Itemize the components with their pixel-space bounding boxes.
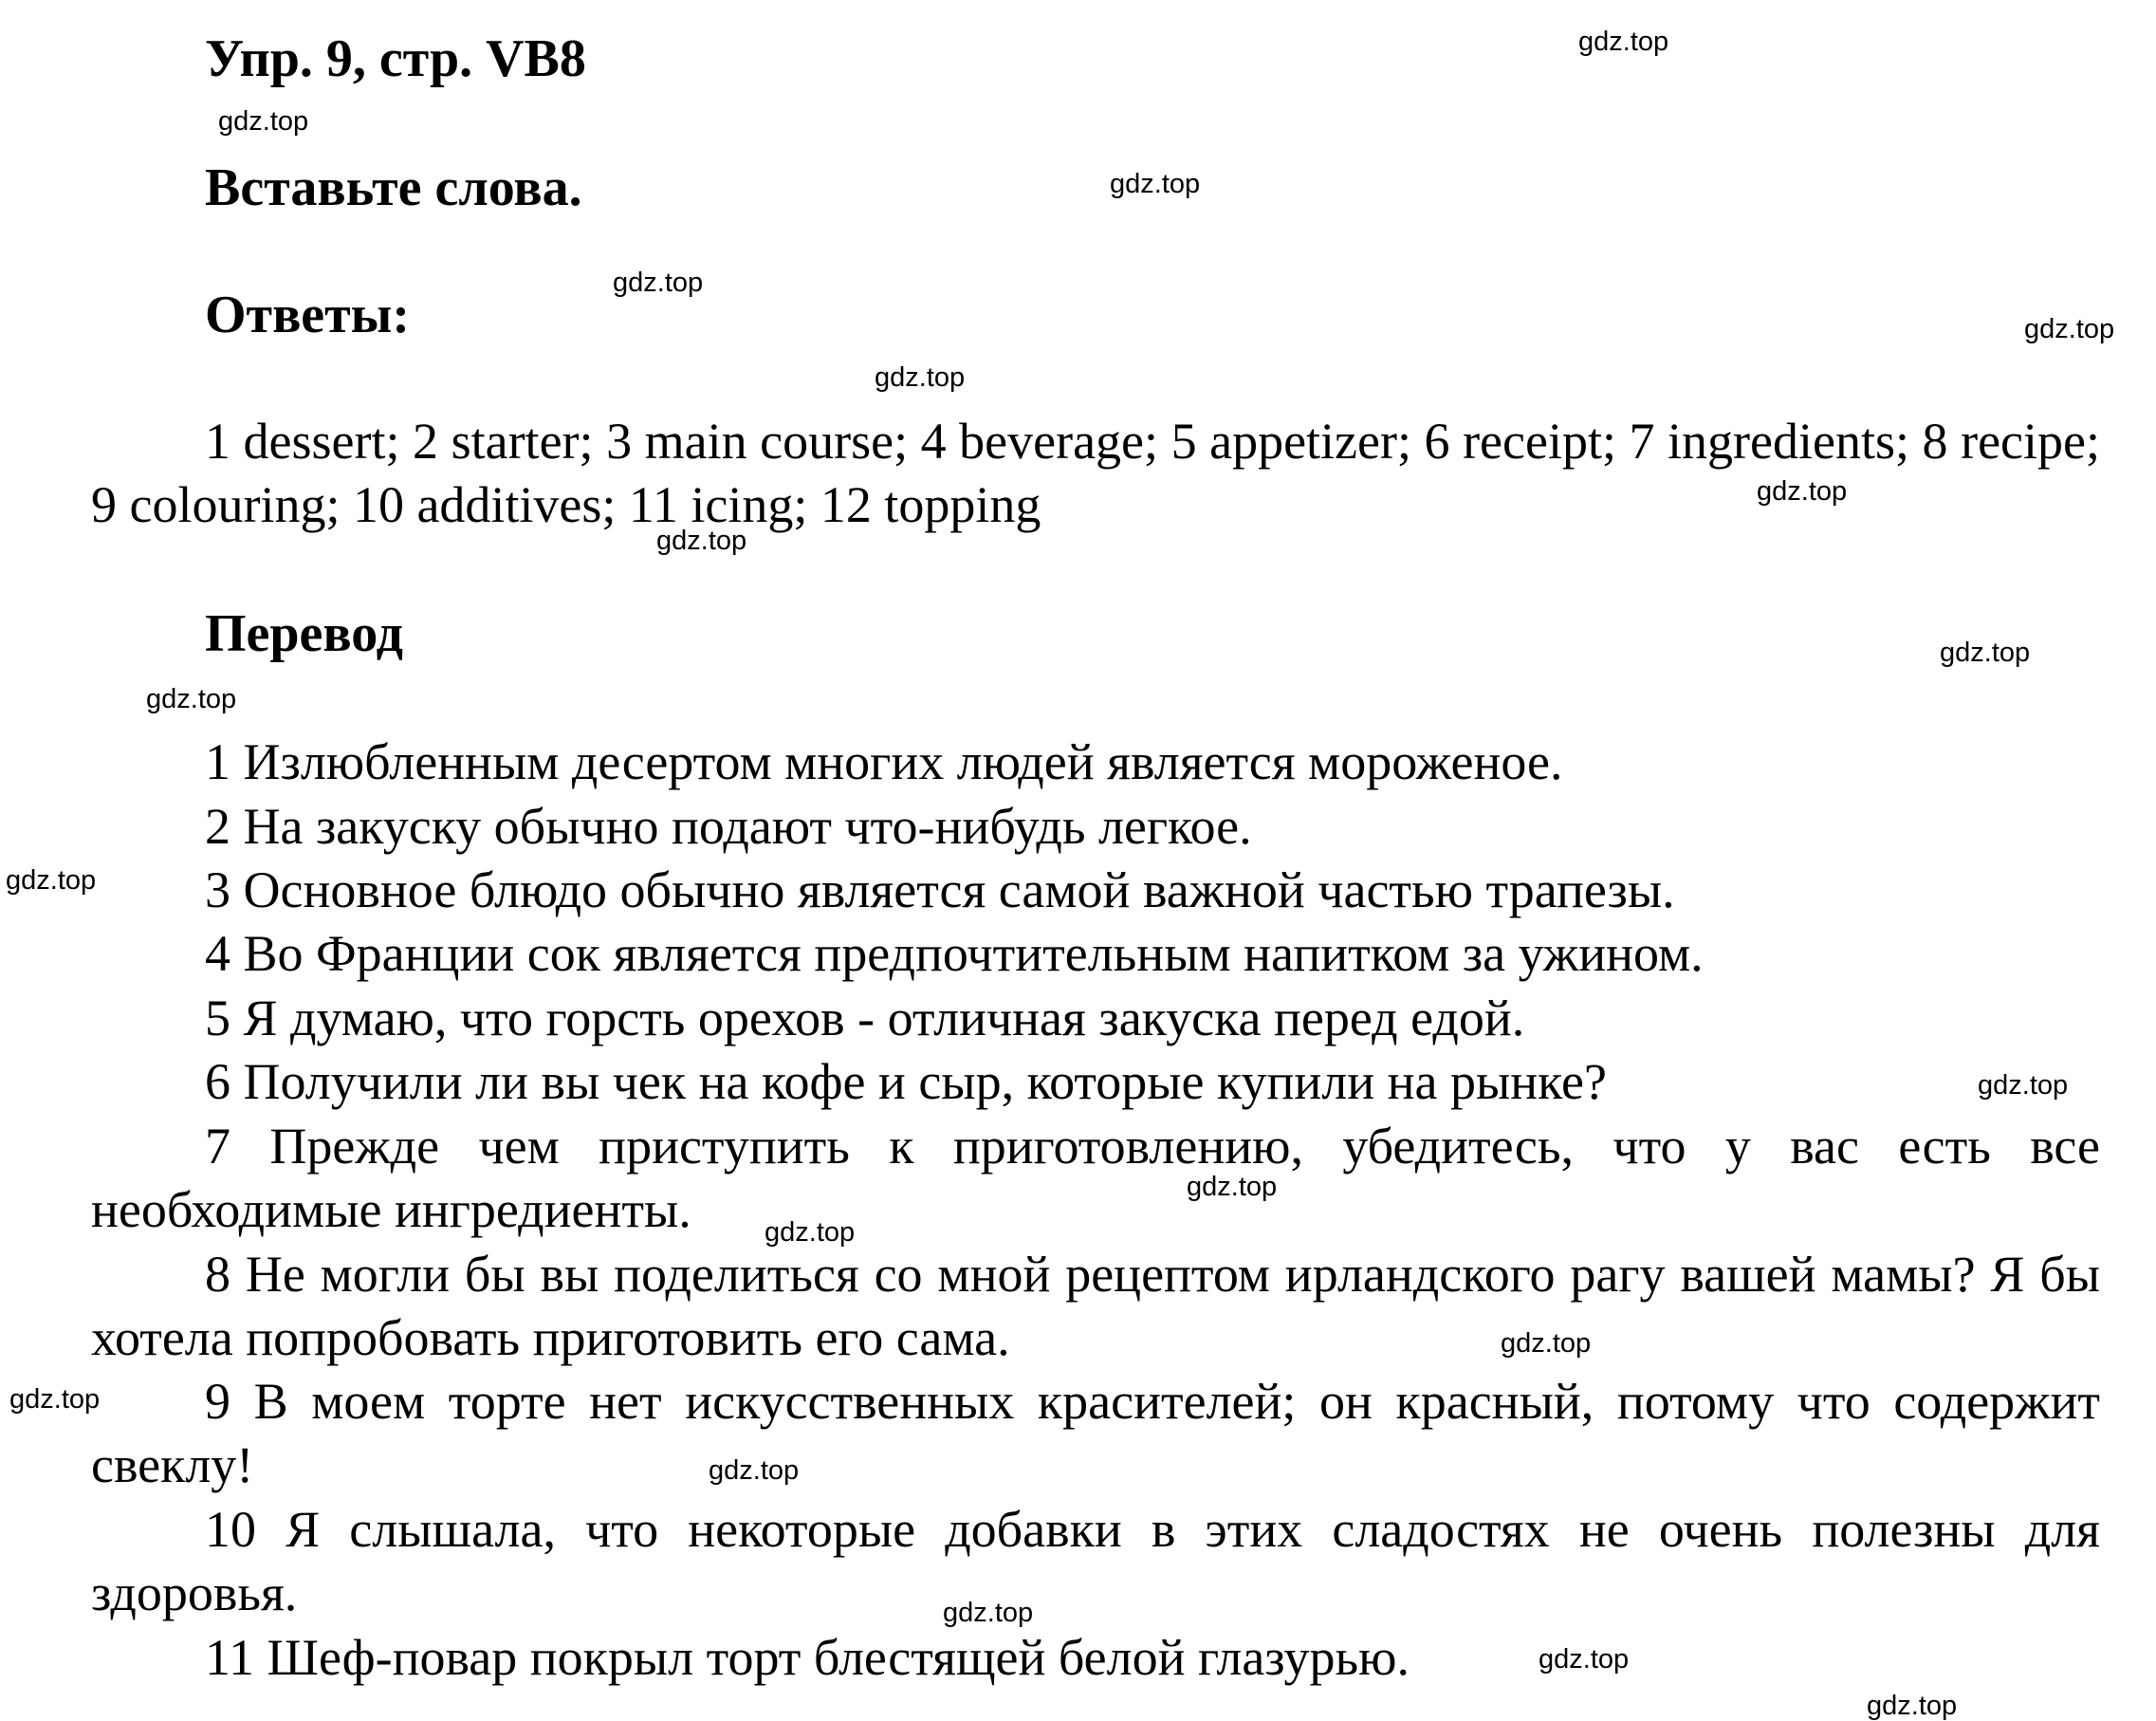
translation-item-11: 11 Шеф-повар покрыл торт блестящей белой глазурью.: [205, 1629, 1410, 1686]
translation-item-6: 6 Получили ли вы чек на кофе и сыр, которые купили на рынке?: [205, 1053, 1607, 1110]
watermark: gdz.top: [875, 362, 966, 393]
watermark: gdz.top: [1187, 1172, 1278, 1202]
answers-heading: Ответы:: [205, 286, 411, 344]
watermark: gdz.top: [765, 1217, 856, 1248]
translation-item-5: 5 Я думаю, что горсть орехов - отличная закуска перед едой.: [205, 990, 1525, 1046]
watermark: gdz.top: [146, 684, 237, 714]
translation-heading: Перевод: [205, 604, 403, 663]
watermark: gdz.top: [2024, 314, 2115, 344]
translation-item-8: 8 Не могли бы вы поделиться со мной рецептом ирландского рагу вашей мамы? Я бы хотела попробовать приготовить его сама.: [91, 1246, 2100, 1366]
watermark: gdz.top: [1501, 1328, 1592, 1359]
watermark: gdz.top: [1757, 476, 1848, 507]
watermark: gdz.top: [218, 106, 309, 137]
watermark: gdz.top: [1940, 638, 2031, 668]
watermark: gdz.top: [709, 1455, 800, 1486]
watermark: gdz.top: [1978, 1070, 2069, 1101]
watermark: gdz.top: [1110, 169, 1201, 199]
translation-item-4: 4 Во Франции сок является предпочтительным напитком за ужином.: [205, 925, 1704, 982]
translation-item-10: 10 Я слышала, что некоторые добавки в этих сладостях не очень полезны для здоровья.: [91, 1501, 2100, 1621]
translation-item-1: 1 Излюбленным десертом многих людей является мороженое.: [205, 733, 1563, 790]
watermark: gdz.top: [6, 865, 97, 896]
watermark: gdz.top: [656, 526, 747, 556]
watermark: gdz.top: [1867, 1691, 1958, 1721]
translation-item-9: 9 В моем торте нет искусственных красителей; он красный, потому что содержит свеклу!: [91, 1373, 2100, 1493]
watermark: gdz.top: [1578, 27, 1669, 57]
translation-item-7: 7 Прежде чем приступить к приготовлению, убедитесь, что у вас есть все необходимые ингредиенты.: [91, 1118, 2100, 1238]
watermark: gdz.top: [613, 268, 704, 298]
translation-item-2: 2 На закуску обычно подают что-нибудь легкое.: [205, 798, 1252, 855]
instruction-heading: Вставьте слова.: [205, 158, 582, 217]
answers-text: 1 dessert; 2 starter; 3 main course; 4 beverage; 5 appetizer; 6 receipt; 7 ingredients; 8 recipe; 9 colouring; 10 additives; 11 icing; 12 topping: [91, 413, 2100, 533]
watermark: gdz.top: [943, 1598, 1034, 1628]
exercise-title: Упр. 9, стр. VB8: [205, 29, 586, 88]
translation-item-3: 3 Основное блюдо обычно является самой важной частью трапезы.: [205, 861, 1675, 918]
watermark: gdz.top: [1539, 1644, 1630, 1675]
watermark: gdz.top: [9, 1384, 101, 1415]
